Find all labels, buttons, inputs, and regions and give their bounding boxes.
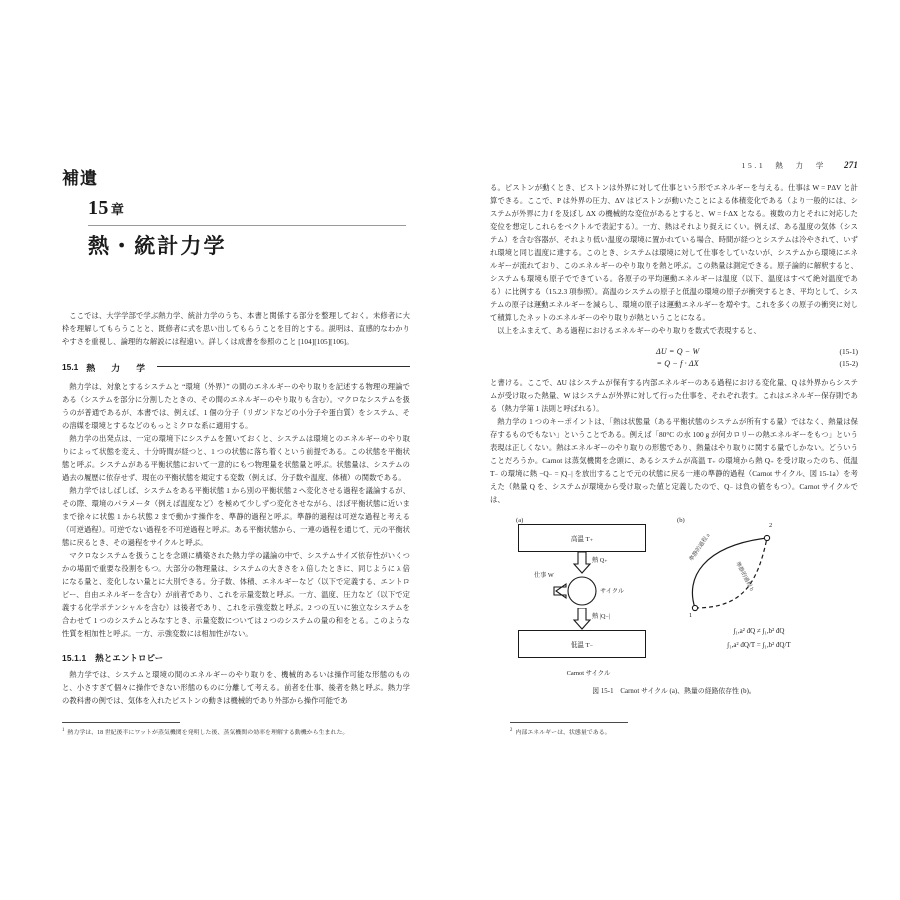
figure-panel-b [669,517,849,653]
path-a-label: 準静的過程 a [688,532,712,563]
equation-tag: (15-2) [839,358,858,368]
right-footnote-area [510,722,858,738]
figure-panels [490,517,858,677]
right-page [450,0,900,900]
footnote-text: 熱力学は、18 世紀後半にワットが蒸気機関を発明した後、蒸気機関の効率を理解する動機から生まれた。 [67,729,349,736]
cycle-label: サイクル [600,587,625,595]
footnote-marker: 2 [510,727,513,733]
figure-15-1 [490,517,858,695]
chapter-title: 熱・統計力学 [88,234,227,258]
hot-reservoir-box [518,524,646,552]
cycle-circle-icon [518,574,646,608]
display-equations [490,347,858,368]
section-number: 15.1 [62,362,79,373]
panel-a-diagram [518,524,646,658]
work-label: 仕事 W [534,571,554,579]
hot-reservoir-label: 高温 T₊ [570,535,594,543]
paragraph: 熱力学の出発点は、一定の環境下にシステムを置いておくと、システムは環境とのエネルギーのやり取りによって状態を変え、十分時間が経つと、1 つの状態に落ち着くという前提である。この状態を平衡状態と呼ぶ。システムがある平衡状態において一意的にもつ物理量を状態量と呼ぶ。状態量は、システムの過去の履歴に依存せず、現在の平衡状態を規定する変数（例えば、分子数や温度、体積）の関数である。 [62,433,410,482]
chapter-rule [88,225,406,226]
footnote-rule [62,722,180,723]
paragraph: と書ける。ここで、ΔU はシステムが保有する内部エネルギーのある過程における変化量、Q は外界からシステムが受け取った熱量、W はシステムが外界に対して行った仕事を、それぞれ表す。これはエネルギー保存則である（熱力学第 1 法則と呼ばれる）。 [490,377,858,413]
chapter-number-suffix: 章 [110,202,125,217]
intro-paragraph: ここでは、大学学部で学ぶ熱力学、統計力学のうち、本書と関係する部分を整理しておく。未修者に大枠を理解してもらうことと、既修者に式を思い出してもらうことを目的とする。説明は、直感的なわかりやすさを重視し、論理的な解説には程遠い。詳しくは成書を参照のこと [104][105][106]。 [62,311,410,346]
panel-a-subcaption: Carnot サイクル [566,669,611,677]
heat-out-arrow-area [518,608,646,630]
section-heading-rule [157,366,410,367]
panel-b-label: (b) [677,516,685,524]
footnote-rule [510,722,628,723]
panel-b-equation-2: ∫₁,a² đQ/T = ∫₁,b² đQ/T [727,641,791,650]
running-head [490,160,858,174]
equation-row [490,359,858,368]
paragraph: 熱力学は、対象とするシステムと “環境（外界）” の間のエネルギーのやり取りを記述する物理の理論である（システムを部分に分割したときの、その間のエネルギーのやり取りも含む）。マクロなシステムを扱うのが普通であるが、本書では、例えば、1 個の分子（リガンドなどの小分子や蛋白質）をシステム、その溶媒を環境とするなどのもっとミクロな系に適用する。 [62,381,410,430]
paragraph: る。ピストンが動くとき、ピストンは外界に対して仕事という形でエネルギーを与える。仕事は W = PΔV と計算できる。ここで、P は外界の圧力、ΔV はピストンが動いたことによる体積変化である（より一般的には、システムが外界に力 f を及ぼし ΔX の機械的な変位があるとすると、W = f·ΔX となる。複数の力とそれに対応した変位を想定しこれらをベクトルで表記する）。一方、熱はそれより捉えにくい。例えば、ある温度の気体（システム）を含む容器が、それより低い温度の環境に置かれている場合、時間が経つとシステムは冷やされて、いずれ環境と同じ温度に達する。このとき、システムは環境に対して仕事をしていないが、システムから環境にエネルギーが流れており、このエネルギーのやり取りを熱と呼ぶ。この熱量は測定できる。原子論的に解釈すると、システムも環境も原子でできている。各原子の平均運動エネルギーは温度（以下、温度はすべて絶対温度である）に比例する（15.2.3 項参照）。高温のシステムの原子と低温の環境の原子が衝突するとき、平均として、システムの原子は運動エネルギーを減らし、環境の原子は運動エネルギーを増やす。これを多くの原子の衝突に対して積算したネットのエネルギーのやり取りが熱ということになる。 [490,183,858,322]
equation-row [490,347,858,356]
subsection-heading [62,652,410,664]
heat-out-label: 熱 |Q₋| [592,612,610,620]
equation-body: ΔU = Q − W [656,346,700,356]
footnote-text: 内部エネルギーは、状態量である。 [515,729,611,736]
paragraph: 熱力学ではしばしば、システムをある平衡状態 1 から別の平衡状態 2 へ変化させる過程を議論するが、その際、環境のパラメータ（例えば温度など）を極めて少しずつ変化させながら、ほぼ平衡状態に近いままで徐々に状態 1 から状態 2 まで動かす操作を、準静的過程と呼ぶ。準静的過程は可逆な過程と考える（可逆過程）。可逆でない過程を不可逆過程と呼ぶ。ある平衡状態から、一連の過程を通じて、元の平衡状態に戻るとき、その過程をサイクルと呼ぶ。 [62,485,410,547]
panel-b-equations [669,624,849,653]
paragraph: マクロなシステムを扱うことを念頭に構築された熱力学の議論の中で、システムサイズ依存性がいくつかの場面で重要な役割をもつ。大部分の物理量は、システムの大きさを λ 倍したときに、同じように λ 倍になる量と、変化しない量とに大別できる。分子数、体積、エネルギーなど（以下で定義する、エントロピー、自由エネルギーを含む）が前者であり、これを示量変数と呼ぶ。一方、温度、圧力など（以下で定義する化学ポテンシャルを含む）は後者であり、これを示強変数と呼ぶ。2 つの互いに独立なシステムを合わせて 1 つのシステムとみなすとき、示量変数については 2 つのシステムの量の和をとる。このような性質を相加性と呼ぶ。一方、示強変数には相加性がない。 [62,550,410,638]
section-heading [62,361,410,374]
cycle-area [518,571,646,608]
figure-caption: 図 15-1 Carnot サイクル (a)、熱量の経路依存性 (b)。 [592,687,756,695]
page-number: 271 [844,160,858,170]
footnote-marker: 1 [62,727,65,733]
figure-panel-a [490,517,665,677]
state-1-label: 1 [689,611,693,619]
section-title: 熱 力 学 [86,362,149,373]
cold-reservoir-label: 低温 T₋ [570,641,594,649]
panel-b-diagram [669,521,849,622]
path-dependence-diagram [669,521,849,622]
state-2-label: 2 [769,521,773,529]
footnote [510,727,858,738]
paragraph: 熱力学では、システムと環境の間のエネルギーのやり取りを、機械的あるいは操作可能な形態のものと、小さすぎて個々に操作できない形態のものに分離して考える。前者を仕事、後者を熱と呼ぶ。熱力学の教科書の例では、気体を入れたピストンの動きは機械的であり外部から操作可能であ [62,669,410,705]
cold-reservoir-box [518,630,646,658]
chapter-number-value: 15 [88,197,109,219]
footnote [62,727,410,738]
chapter-number [88,197,410,220]
equation-body: = Q − f · ΔX [656,358,699,368]
subsection-title: 熱とエントロピー [95,652,164,663]
subsection-number: 15.1.1 [62,652,87,663]
chapter-title-block [88,197,410,260]
intro-block [62,310,410,349]
equation-tag: (15-1) [839,346,858,356]
heat-in-label: 熱 Q₊ [592,556,608,564]
path-b-label: 準静的過程 b [733,560,755,592]
panel-a-label: (a) [516,516,524,524]
left-footnote-area [62,722,410,738]
paragraph: 熱力学の 1 つのキーポイントは、「熱は状態量（ある平衡状態のシステムが所有する量）ではなく、熱量は保存するものでもない」ということである。例えば「80°C の水 100 g が何カロリーの熱エネルギーをもつ」という表現は正しくない。熱はエネルギーのやり取りの形態であり、熱量はやり取りに関する量でしかない。どういうことだろうか。Carnot は蒸気機関を念頭に、あるシステムが高温 T₊ の環境から熱 Q₊ を受け取ったのち、低温 T₋ の環境に熱 −Q₋ = |Q₋| を放出することで元の状態に戻る一連の準静的過程（Carnot サイクル、図 15-1a）を考えた（熱量 Q を、システムが環境から受け取った値と定義したので、Q₋ は負の値をもつ）。Carnot サイクルでは、 [490,416,858,504]
paragraph: 以上をふまえて、ある過程におけるエネルギーのやり取りを数式で表現すると、 [497,325,761,335]
part-label: 補遺 [62,169,99,188]
running-head-section: 15.1 熱 力 学 [741,161,827,170]
panel-b-equation-1: ∫₁,a² đQ ≠ ∫₁,b² đQ [733,626,785,635]
down-arrow-icon [518,608,646,630]
